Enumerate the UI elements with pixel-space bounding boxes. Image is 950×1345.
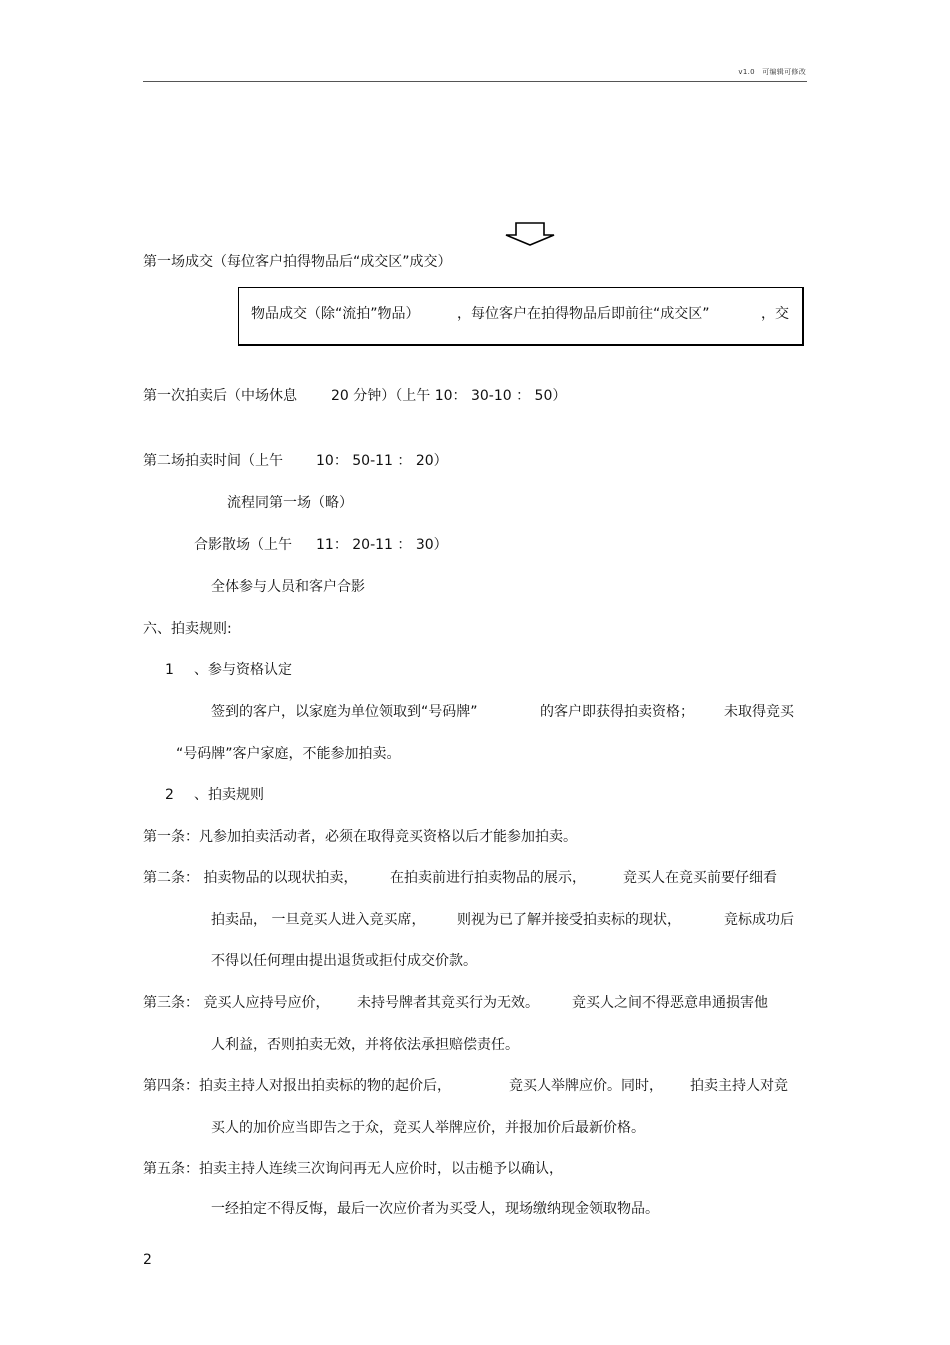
down-arrow-icon xyxy=(504,222,556,246)
header-version: v1.0 可编辑可修改 xyxy=(738,68,806,76)
article-2-d: 拍卖品， 一旦竞买人进入竞买席， xyxy=(211,912,426,928)
article-3-a: 第三条： 竞买人应持号应价， xyxy=(143,995,330,1011)
article-4-d: 买人的加价应当即告之于众，竞买人举牌应价，并报加价后最新价格。 xyxy=(211,1120,645,1136)
qual-line2: “号码牌”客户家庭，不能参加拍卖。 xyxy=(176,746,401,762)
photo-b: 11： 20-11 ： 30） xyxy=(316,537,448,553)
item1-number: 1 xyxy=(165,662,174,678)
same-flow: 流程同第一场（略） xyxy=(227,495,353,511)
article-4-c: 拍卖主持人对竞 xyxy=(690,1078,788,1094)
article-5-a: 第五条：拍卖主持人连续三次询问再无人应价时，以击槌予以确认， xyxy=(143,1161,563,1177)
article-3-b: 未持号牌者其竞买行为无效。 xyxy=(357,995,539,1011)
photo-all: 全体参与人员和客户合影 xyxy=(211,579,365,595)
article-4-a: 第四条：拍卖主持人对报出拍卖标的物的起价后， xyxy=(143,1078,451,1094)
article-2-e: 则视为已了解并接受拍卖标的现状， xyxy=(457,912,681,928)
article-2-c: 竞买人在竞买前要仔细看 xyxy=(623,870,777,886)
article-2-a: 第二条： 拍卖物品的以现状拍卖， xyxy=(143,870,358,886)
article-1: 第一条：凡参加拍卖活动者，必须在取得竞买资格以后才能参加拍卖。 xyxy=(143,829,577,845)
item2-title: 、拍卖规则 xyxy=(194,787,264,803)
article-3-d: 人利益，否则拍卖无效，并将依法承担赔偿责任。 xyxy=(211,1037,519,1053)
article-2-g: 不得以任何理由提出退货或拒付成交价款。 xyxy=(211,953,477,969)
article-2-f: 竞标成功后 xyxy=(724,912,794,928)
item1-title: 、参与资格认定 xyxy=(194,662,292,678)
deal-box xyxy=(238,287,804,346)
break-line-a: 第一次拍卖后（中场休息 xyxy=(143,388,297,404)
first-session-deal: 第一场成交（每位客户拍得物品后“成交区”成交） xyxy=(143,254,452,270)
qual-line1-a: 签到的客户，以家庭为单位领取到“号码牌” xyxy=(211,704,478,720)
article-5-b: 一经拍定不得反悔，最后一次应价者为买受人，现场缴纳现金领取物品。 xyxy=(211,1201,659,1217)
article-4-b: 竞买人举牌应价。同时， xyxy=(509,1078,663,1094)
qual-line1-b: 的客户即获得拍卖资格； xyxy=(540,704,694,720)
photo-a: 合影散场（上午 xyxy=(194,537,292,553)
page-number: 2 xyxy=(143,1252,152,1268)
article-3-c: 竞买人之间不得恶意串通损害他 xyxy=(572,995,768,1011)
box-text-1: 物品成交（除“流拍”物品） xyxy=(251,306,420,322)
box-text-2: ，每位客户在拍得物品后即前往“成交区” xyxy=(457,306,710,322)
item2-number: 2 xyxy=(165,787,174,803)
second-session-a: 第二场拍卖时间（上午 xyxy=(143,453,283,469)
header-rule xyxy=(143,81,807,82)
box-text-3: ，交 xyxy=(761,306,789,322)
section-six-heading: 六、拍卖规则: xyxy=(143,621,232,637)
second-session-b: 10： 50-11 ： 20） xyxy=(316,453,448,469)
article-2-b: 在拍卖前进行拍卖物品的展示， xyxy=(390,870,586,886)
break-line-b: 20 分钟）（上午 10： 30-10 ： 50） xyxy=(331,388,567,404)
qual-line1-c: 未取得竞买 xyxy=(724,704,794,720)
